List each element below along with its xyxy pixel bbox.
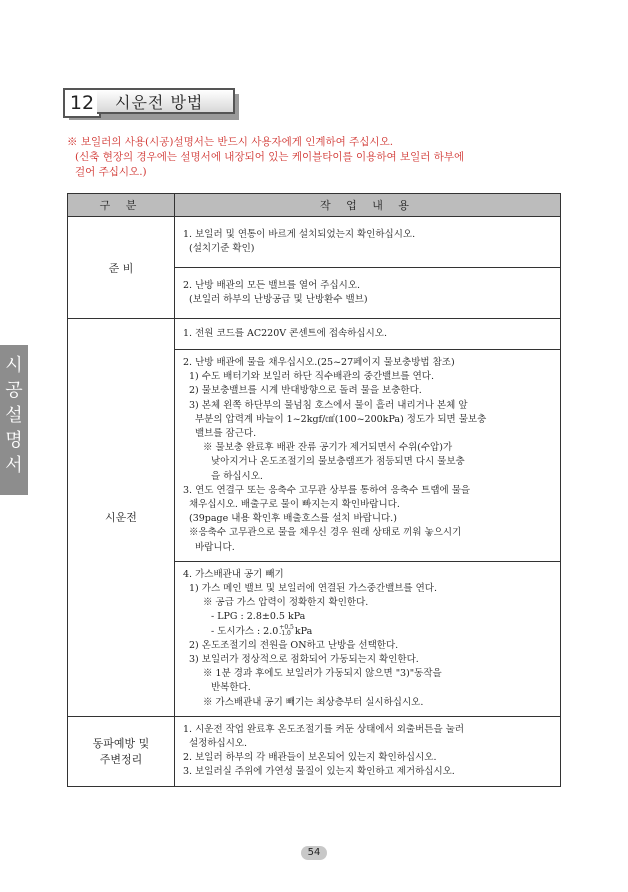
task-line: 바랍니다.	[195, 541, 235, 553]
city-gas-upper-tolerance: +0.5	[279, 624, 294, 632]
task-line	[183, 625, 552, 639]
task-line: 1. 시운전 작업 완료후 온도조절기를 켜둔 상태에서 외출버튼을 눌러	[183, 723, 465, 735]
category-prepare: 준 비	[68, 217, 175, 319]
section-title: 시운전 방법	[97, 88, 235, 114]
task-line: (39page 내용 확인후 배출호스를 설치 바랍니다.)	[189, 513, 397, 525]
task-line: 1) 수도 배터기와 보일러 하단 직수배관의 중간밸브를 연다.	[189, 371, 434, 383]
notice-line: ※ 보일러의 사용(시공)설명서는 반드시 사용자에게 인계하여 주십시오.	[67, 136, 394, 148]
task-line: 4. 가스배관내 공기 빼기	[183, 568, 284, 580]
task-line: - LPG : 2.8±0.5 kPa	[211, 611, 306, 623]
city-gas-label: - 도시가스 : 2.0	[211, 625, 279, 637]
notice-block	[67, 135, 567, 180]
task-line: (보일러 하부의 난방공급 및 난방환수 밸브)	[189, 294, 368, 305]
category-line: 동파예방 및	[92, 737, 150, 751]
task-line: 2) 물보충밸브를 시계 반대방향으로 돌려 물을 보충한다.	[189, 385, 422, 397]
task-line: 3) 보일러가 정상적으로 점화되어 가동되는지 확인한다.	[189, 654, 419, 666]
task-cell	[175, 319, 561, 350]
side-tab-char: 명	[5, 430, 23, 451]
task-line: ※응축수 고무관으로 물을 채우신 경우 원래 상태로 끼워 놓으시기	[189, 527, 462, 539]
table-row	[68, 319, 561, 350]
task-cell	[175, 268, 561, 319]
task-line: 채우십시오. 배출구로 물이 빠지는지 확인바랍니다.	[189, 499, 400, 511]
task-line: 3. 보일러실 주위에 가연성 물질이 있는지 확인하고 제거하십시오.	[183, 766, 455, 778]
table-header-row	[68, 194, 561, 217]
task-line: ※ 가스배관내 공기 빼기는 최상층부터 실시하십시오.	[203, 696, 424, 708]
page-number: 54	[301, 846, 327, 860]
task-line: 2. 보일러 하부의 각 배관들이 보온되어 있는지 확인하십시오.	[183, 752, 437, 764]
task-line: ※ 공급 가스 압력이 정확한지 확인한다.	[203, 597, 369, 609]
category-line: 주변정리	[99, 753, 143, 767]
task-line: 2) 온도조절기의 전원을 ON하고 난방을 선택한다.	[189, 639, 399, 651]
task-line: 1. 전원 코드를 AC220V 콘센트에 접속하십시오.	[183, 327, 387, 339]
task-line: 1) 가스 메인 밸브 및 보일러에 연결된 가스중간밸브를 연다.	[189, 583, 438, 595]
city-gas-unit: kPa	[294, 625, 313, 637]
notice-line: 걸어 주십시오.)	[75, 166, 147, 178]
task-line: 낮아지거나 온도조절기의 물보충램프가 점등되면 다시 물보충	[211, 456, 465, 468]
task-line: ※ 1분 경과 후에도 보일러가 가동되지 않으면 "3)"동작을	[203, 668, 442, 680]
table-row	[68, 716, 561, 786]
category-test-run: 시운전	[68, 319, 175, 717]
task-line: ※ 물보충 완료후 배관 잔류 공기가 제거되면서 수위(수압)가	[203, 442, 453, 454]
task-cell	[175, 716, 561, 786]
city-gas-lower-tolerance: -1.0	[279, 630, 291, 638]
task-line: 2. 난방 배관의 모든 밸브를 열어 주십시오.	[183, 279, 361, 291]
task-line: 2. 난방 배관에 물을 채우십시오.(25~27페이지 물보충방법 참조)	[183, 357, 455, 368]
task-line: 설정하십시오.	[189, 738, 248, 750]
task-cell	[175, 561, 561, 716]
side-tab-char: 서	[5, 455, 23, 476]
task-line: 반복한다.	[211, 682, 251, 694]
side-tab-char: 설	[5, 405, 23, 426]
notice-line: (신축 현장의 경우에는 설명서에 내장되어 있는 케이블타이를 이용하여 보일러 하부에	[75, 151, 465, 163]
task-line: 부분의 압력계 바늘이 1~2kgf/㎠(100~200kPa) 정도가 되면 물보충	[195, 413, 487, 425]
column-header-content: 작 업 내 용	[175, 194, 561, 217]
task-cell	[175, 217, 561, 268]
task-line: 을 하십시오.	[211, 470, 263, 482]
task-line: (설치기준 확인)	[189, 243, 255, 254]
task-line: 1. 보일러 및 연통이 바르게 설치되었는지 확인하십시오.	[183, 228, 416, 240]
task-line: 3) 본체 왼쪽 하단부의 물넘침 호스에서 물이 흘러 내리거나 본체 앞	[189, 399, 468, 411]
side-tab-char: 공	[5, 380, 23, 401]
side-section-tab	[0, 345, 28, 495]
table-row	[68, 217, 561, 268]
section-header	[63, 88, 239, 118]
section-number: 12	[63, 88, 101, 118]
procedure-table	[67, 193, 561, 787]
task-cell	[175, 350, 561, 562]
category-freeze-prevention	[68, 716, 175, 786]
side-tab-char: 시	[5, 355, 23, 376]
task-line: 3. 연도 연결구 또는 응축수 고무관 상부를 통하여 응축수 트랩에 물을	[183, 484, 471, 496]
task-line: 밸브를 잠근다.	[195, 428, 257, 440]
column-header-category: 구 분	[68, 194, 175, 217]
